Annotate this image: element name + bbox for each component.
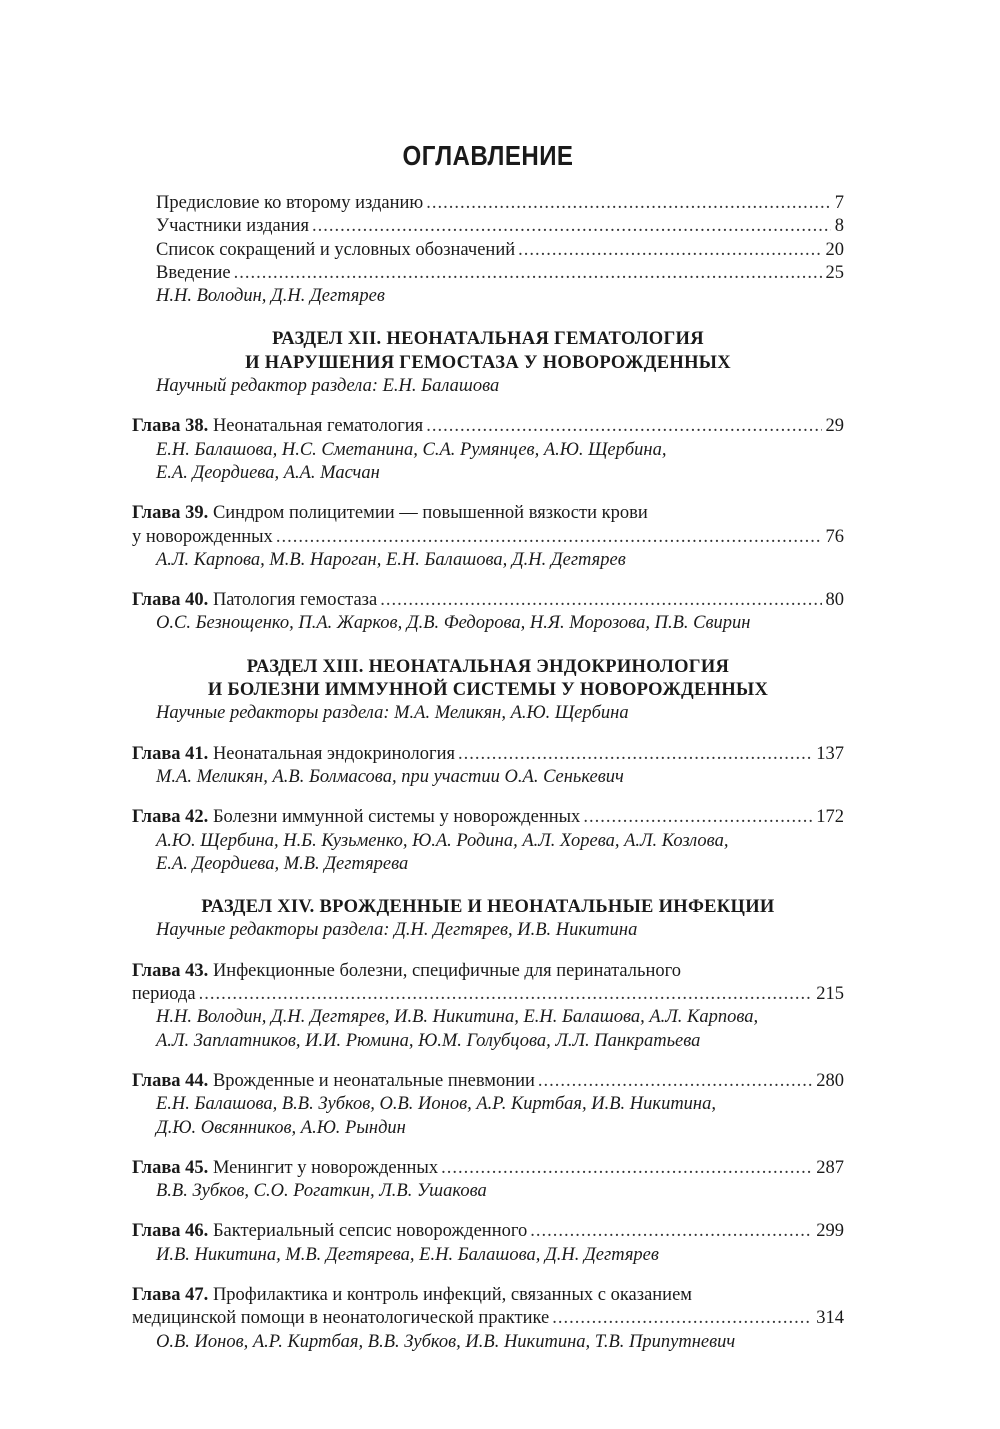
chapter-number: Глава 39. bbox=[132, 503, 209, 524]
chapter-page: 29 bbox=[825, 416, 844, 437]
chapter-authors: А.Л. Заплатников, И.И. Рюмина, Ю.М. Голубцова, Л.Л. Панкратьева bbox=[156, 1030, 701, 1051]
leader-dots bbox=[441, 1157, 812, 1180]
entry-page: 7 bbox=[834, 193, 844, 213]
chapter-page: 314 bbox=[816, 1308, 844, 1329]
entry-title: Список сокращений и условных обозначений bbox=[156, 239, 516, 260]
toc-chapter[interactable] bbox=[132, 502, 844, 572]
section-title[interactable]: И НАРУШЕНИЯ ГЕМОСТАЗА У НОВОРОЖДЕННЫХ bbox=[245, 352, 731, 373]
entry-title: Участники издания bbox=[156, 216, 310, 237]
entry-title: Введение bbox=[156, 262, 231, 283]
chapter-number: Глава 46. bbox=[132, 1221, 209, 1242]
section-title[interactable]: РАЗДЕЛ XII. НЕОНАТАЛЬНАЯ ГЕМАТОЛОГИЯ bbox=[272, 329, 704, 350]
toc-entry-abbreviations[interactable] bbox=[132, 239, 844, 262]
leader-dots bbox=[583, 806, 812, 829]
chapter-number: Глава 38. bbox=[132, 416, 209, 437]
front-matter bbox=[132, 192, 844, 308]
section-editor: Научный редактор раздела: Е.Н. Балашова bbox=[156, 376, 500, 397]
chapter-title-line bbox=[132, 1307, 844, 1330]
leader-dots bbox=[380, 589, 821, 612]
leader-dots bbox=[426, 415, 821, 438]
toc-content bbox=[132, 192, 844, 1354]
chapter-title: Неонатальная эндокринология bbox=[212, 743, 456, 764]
leader-dots bbox=[276, 526, 822, 549]
chapter-authors: А.Л. Карпова, М.В. Нароган, Е.Н. Балашова, Д.Н. Дегтярев bbox=[156, 549, 626, 570]
entry-page: 8 bbox=[834, 216, 844, 237]
chapter-authors: И.В. Никитина, М.В. Дегтярева, Е.Н. Балашова, Д.Н. Дегтярев bbox=[156, 1244, 659, 1265]
chapter-authors: О.С. Безнощенко, П.А. Жарков, Д.В. Федорова, Н.Я. Морозова, П.В. Свирин bbox=[156, 613, 751, 634]
toc-entry-preface[interactable] bbox=[132, 192, 844, 215]
chapter-page: 80 bbox=[825, 590, 844, 611]
leader-dots bbox=[458, 743, 812, 766]
chapter-page: 76 bbox=[825, 526, 844, 547]
entry-authors: Н.Н. Володин, Д.Н. Дегтярев bbox=[156, 286, 385, 307]
toc-section bbox=[132, 328, 844, 635]
chapter-title: периода bbox=[132, 984, 196, 1005]
chapter-title: Инфекционные болезни, специфичные для перинатального bbox=[212, 960, 681, 981]
chapter-page: 172 bbox=[816, 807, 844, 828]
section-editor: Научные редакторы раздела: М.А. Меликян, А.Ю. Щербина bbox=[156, 703, 629, 724]
chapter-title: Профилактика и контроль инфекций, связанных с оказанием bbox=[212, 1284, 693, 1305]
chapter-page: 215 bbox=[816, 984, 844, 1005]
chapter-authors: Е.Н. Балашова, Н.С. Сметанина, С.А. Румянцев, А.Ю. Щербина, bbox=[156, 439, 667, 460]
toc-chapter[interactable] bbox=[132, 743, 844, 790]
toc-chapter[interactable] bbox=[132, 1157, 844, 1204]
section-title[interactable]: РАЗДЕЛ XIII. НЕОНАТАЛЬНАЯ ЭНДОКРИНОЛОГИЯ bbox=[246, 656, 730, 677]
entry-page: 25 bbox=[825, 262, 844, 283]
chapter-page: 137 bbox=[816, 743, 844, 764]
toc-chapter[interactable] bbox=[132, 806, 844, 876]
toc-chapter[interactable] bbox=[132, 1070, 844, 1140]
chapter-authors: А.Ю. Щербина, Н.Б. Кузьменко, Ю.А. Родина, А.Л. Хорева, А.Л. Козлова, bbox=[156, 830, 729, 851]
chapter-number: Глава 42. bbox=[132, 807, 209, 828]
chapter-title-line bbox=[132, 806, 844, 829]
toc-chapter[interactable] bbox=[132, 415, 844, 485]
chapter-authors: Н.Н. Володин, Д.Н. Дегтярев, И.В. Никитина, Е.Н. Балашова, А.Л. Карпова, bbox=[156, 1007, 759, 1028]
chapter-title: Болезни иммунной системы у новорожденных bbox=[212, 807, 581, 828]
chapter-authors: Е.Н. Балашова, В.В. Зубков, О.В. Ионов, А.Р. Киртбая, И.В. Никитина, bbox=[156, 1094, 716, 1115]
toc-chapter[interactable] bbox=[132, 960, 844, 1053]
chapter-authors: Д.Ю. Овсянников, А.Ю. Рындин bbox=[156, 1117, 406, 1138]
chapter-title-line bbox=[132, 983, 844, 1006]
section-editor: Научные редакторы раздела: Д.Н. Дегтярев, И.В. Никитина bbox=[156, 920, 638, 941]
chapter-title-line bbox=[132, 415, 844, 438]
toc-section bbox=[132, 896, 844, 1354]
toc-chapter[interactable] bbox=[132, 589, 844, 636]
chapter-number: Глава 43. bbox=[132, 960, 209, 981]
leader-dots bbox=[538, 1070, 812, 1093]
chapter-authors: В.В. Зубков, С.О. Рогаткин, Л.В. Ушакова bbox=[156, 1181, 487, 1202]
chapter-authors: О.В. Ионов, А.Р. Киртбая, В.В. Зубков, И.В. Никитина, Т.В. Припутневич bbox=[156, 1331, 736, 1352]
entry-page: 20 bbox=[825, 239, 844, 260]
toc-chapter[interactable] bbox=[132, 1220, 844, 1267]
chapter-number: Глава 40. bbox=[132, 590, 209, 611]
chapter-number: Глава 47. bbox=[132, 1284, 209, 1305]
chapter-title-line bbox=[132, 589, 844, 612]
chapter-page: 299 bbox=[816, 1221, 844, 1242]
chapter-authors: М.А. Меликян, А.В. Болмасова, при участии О.А. Сенькевич bbox=[156, 766, 624, 787]
chapter-title-line-wrap bbox=[132, 502, 844, 525]
chapter-title: Патология гемостаза bbox=[212, 590, 378, 611]
chapter-title-line bbox=[132, 526, 844, 549]
chapter-authors: Е.А. Деордиева, А.А. Масчан bbox=[156, 462, 380, 483]
sections-container bbox=[132, 328, 844, 1353]
chapter-title: Синдром полицитемии — повышенной вязкости крови bbox=[212, 503, 648, 524]
chapter-page: 287 bbox=[816, 1157, 844, 1178]
leader-dots bbox=[530, 1220, 812, 1243]
chapter-title-line-wrap bbox=[132, 1284, 844, 1307]
chapter-page: 280 bbox=[816, 1070, 844, 1091]
chapter-title: Менингит у новорожденных bbox=[212, 1157, 439, 1178]
leader-dots bbox=[199, 983, 813, 1006]
chapter-title-line bbox=[132, 1220, 844, 1243]
chapter-title-line bbox=[132, 743, 844, 766]
toc-entry-contributors[interactable] bbox=[132, 215, 844, 238]
chapter-title: Врожденные и неонатальные пневмонии bbox=[212, 1070, 535, 1091]
chapter-title: медицинской помощи в неонатологической практике bbox=[132, 1308, 550, 1329]
chapter-title-line-wrap bbox=[132, 960, 844, 983]
chapter-title-line bbox=[132, 1157, 844, 1180]
chapter-title: у новорожденных bbox=[132, 526, 273, 547]
section-title[interactable]: РАЗДЕЛ XIV. ВРОЖДЕННЫЕ И НЕОНАТАЛЬНЫЕ ИНФЕКЦИИ bbox=[201, 897, 775, 918]
toc-entry-introduction[interactable] bbox=[132, 262, 844, 285]
section-title[interactable]: И БОЛЕЗНИ ИММУННОЙ СИСТЕМЫ У НОВОРОЖДЕННЫХ bbox=[207, 680, 769, 701]
chapter-number: Глава 45. bbox=[132, 1157, 209, 1178]
chapter-number: Глава 44. bbox=[132, 1070, 209, 1091]
entry-title: Предисловие ко второму изданию bbox=[156, 193, 424, 213]
toc-section bbox=[132, 656, 844, 876]
chapter-title: Бактериальный сепсис новорожденного bbox=[212, 1221, 528, 1242]
leader-dots bbox=[552, 1307, 812, 1330]
chapter-number: Глава 41. bbox=[132, 743, 209, 764]
chapter-title: Неонатальная гематология bbox=[212, 416, 424, 437]
chapter-title-line bbox=[132, 1070, 844, 1093]
toc-chapter[interactable] bbox=[132, 1284, 844, 1354]
page-title: ОГЛАВЛЕНИЕ bbox=[402, 140, 574, 171]
chapter-authors: Е.А. Деордиева, М.В. Дегтярева bbox=[156, 853, 409, 874]
